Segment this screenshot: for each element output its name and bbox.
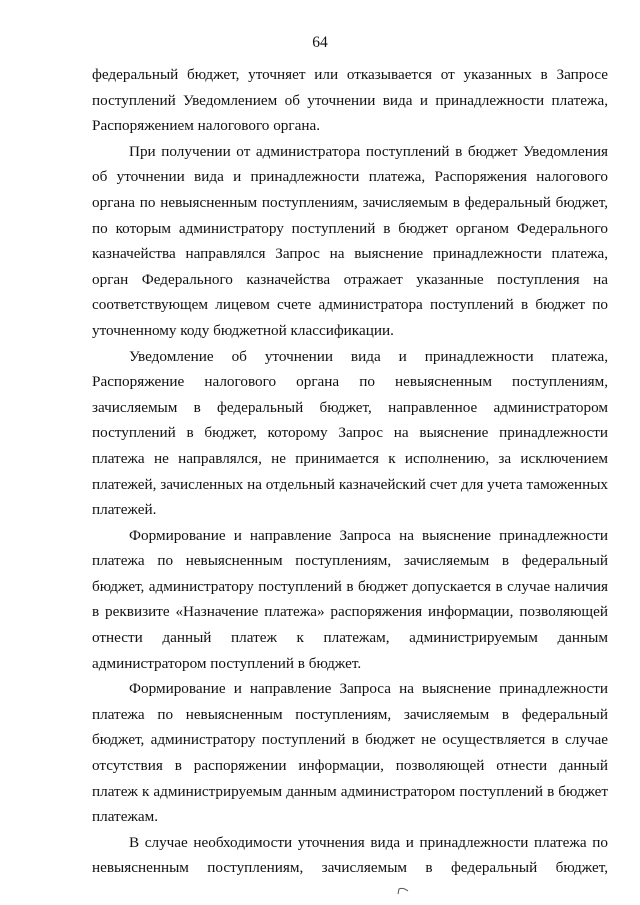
paragraph-receipt-of-notification: При получении от администратора поступлений в бюджет Уведомления об уточнении вида и принадлежности платежа, Распоряжения налогового органа по невыясненным поступлениям, зачисляемым в федеральный бюджет, по которым администратору поступлений в бюджет органом Федерального казначейства направлялся Запрос на выяснение принадлежности платежа, орган Федерального казначейства отражает указанные поступления на соответствующем лицевом счете администратора поступлений в бюджет по уточненному коду бюджетной классификации. [92,142,608,339]
paragraph-continuation: федеральный бюджет, уточняет или отказывается от указанных в Запросе поступлений Уведомлением об уточнении вида и принадлежности платежа, Распоряжением налогового органа. [92,66,608,135]
body-text [92,62,608,881]
paragraph-request-not-performed: Формирование и направление Запроса на выяснение принадлежности платежа по невыясненным поступлениям, зачисляемым в федеральный бюджет, администратору поступлений в бюджет не осуществляется в случае отсутствия в распоряжении информации, позволяющей отнести данный платеж к администрируемым данным администратором поступлений в бюджет платежам. [92,680,608,826]
page-number: 64 [312,34,328,51]
paragraph-clarification-needed: В случае необходимости уточнения вида и принадлежности платежа по невыясненным поступлениям, зачисляемым в федеральный бюджет, [92,833,608,877]
paragraph-notification-not-accepted: Уведомление об уточнении вида и принадлежности платежа, Распоряжение налогового органа по невыясненным поступлениям, зачисляемым в федеральный бюджет, направленное администратором поступлений в бюджет, которому Запрос на выяснение принадлежности платежа не направлялся, не принимается к исполнению, за исключением платежей, зачисленных на отдельный казначейский счет для учета таможенных платежей. [92,347,608,519]
scan-mark-icon [397,887,411,895]
paragraph-request-allowed: Формирование и направление Запроса на выяснение принадлежности платежа по невыясненным поступлениям, зачисляемым в федеральный бюджет, администратору поступлений в бюджет допускается в случае наличия в реквизите «Назначение платежа» распоряжения информации, позволяющей отнести данный платеж к платежам, администрируемым данным администратором поступлений в бюджет. [92,526,608,672]
